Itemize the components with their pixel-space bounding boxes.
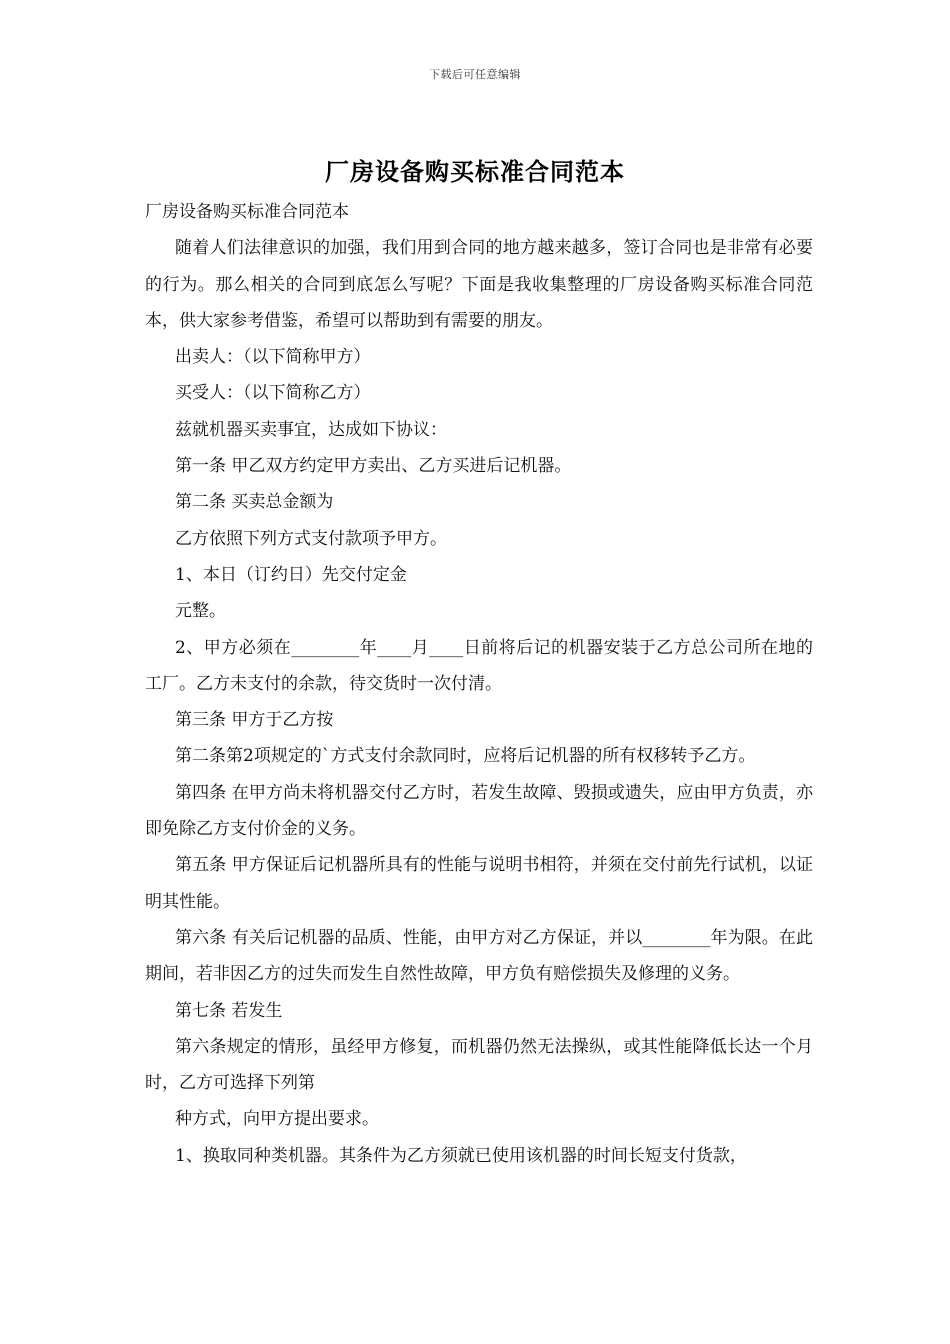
body-paragraph: 随着人们法律意识的加强，我们用到合同的地方越来越多，签订合同也是非常有必要的行为。那么相关的合同到底怎么写呢？下面是我收集整理的厂房设备购买标准合同范本，供大家参考借鉴，希望可以帮助到有需要的朋友。 (145, 238, 813, 331)
body-paragraph: 1、本日（订约日）先交付定金 (175, 564, 407, 585)
body-paragraph: 第三条 甲方于乙方按 (175, 710, 334, 731)
body-paragraph: 第四条 在甲方尚未将机器交付乙方时，若发生故障、毁损或遗失，应由甲方负责，亦即免除乙方支付价金的义务。 (145, 782, 813, 840)
body-paragraph: 厂房设备购买标准合同范本 (145, 202, 349, 222)
body-paragraph: 第七条 若发生 (175, 1000, 283, 1021)
header-note: 下载后可任意编辑 (429, 68, 521, 81)
body-paragraph: 乙方依照下列方式支付款项予甲方。 (175, 528, 447, 549)
body-paragraph: 第一条 甲乙双方约定甲方卖出、乙方买进后记机器。 (175, 456, 572, 477)
body-paragraph: 第二条第2项规定的`方式支付余款同时，应将后记机器的所有权移转予乙方。 (175, 746, 756, 767)
body-paragraph: 第六条规定的情形，虽经甲方修复，而机器仍然无法操纵，或其性能降低长达一个月时，乙方可选择下列第 (145, 1036, 813, 1094)
body-paragraph: 第六条 有关后记机器的品质、性能，由甲方对乙方保证，并以________年为限。在此期间，若非因乙方的过失而发生自然性故障，甲方负有赔偿损失及修理的义务。 (145, 927, 813, 985)
body-paragraph: 第五条 甲方保证后记机器所具有的性能与说明书相符，并须在交付前先行试机，以证明其性能。 (145, 855, 813, 912)
document-title: 厂房设备购买标准合同范本 (325, 157, 625, 186)
body-paragraph: 1、换取同种类机器。其条件为乙方须就已使用该机器的时间长短支付货款， (175, 1145, 747, 1166)
body-paragraph: 2、甲方必须在________年____月____日前将后记的机器安装于乙方总公司所在地的工厂。乙方未支付的余款，待交货时一次付清。 (145, 637, 813, 694)
body-paragraph: 元整。 (175, 601, 226, 622)
body-paragraph: 种方式，向甲方提出要求。 (175, 1109, 379, 1130)
body-paragraph: 兹就机器买卖事宜，达成如下协议： (175, 419, 447, 440)
body-paragraph: 第二条 买卖总金额为 (175, 492, 334, 513)
document-body (145, 194, 813, 1174)
body-paragraph: 出卖人：（以下简称甲方） (175, 347, 371, 368)
body-paragraph: 买受人：（以下简称乙方） (175, 383, 371, 404)
